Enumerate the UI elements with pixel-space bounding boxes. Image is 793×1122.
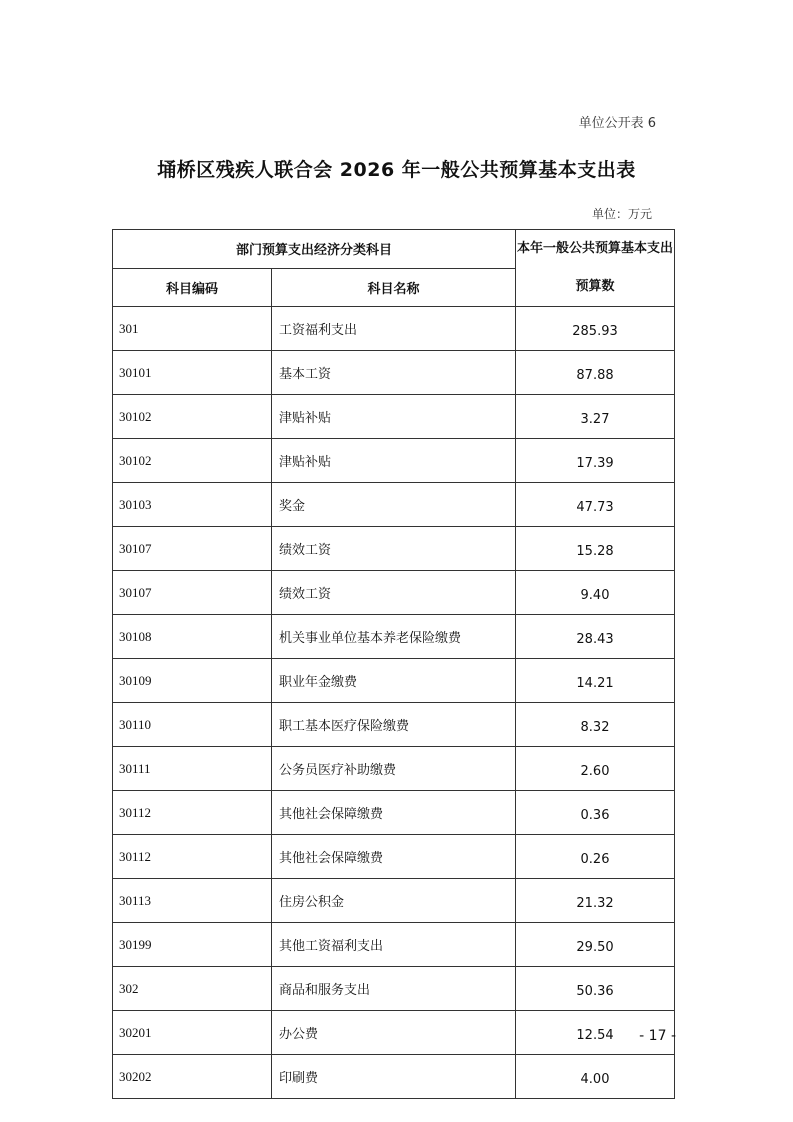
table-row bbox=[113, 395, 675, 439]
row-name: 机关事业单位基本养老保险缴费 bbox=[272, 615, 516, 659]
table-row bbox=[113, 835, 675, 879]
row-name: 工资福利支出 bbox=[272, 307, 516, 351]
group-header: 部门预算支出经济分类科目 bbox=[113, 230, 516, 269]
table-row bbox=[113, 615, 675, 659]
row-name: 津贴补贴 bbox=[272, 395, 516, 439]
row-code: 302 bbox=[113, 967, 272, 1011]
row-code: 30109 bbox=[113, 659, 272, 703]
table-row bbox=[113, 747, 675, 791]
row-name: 绩效工资 bbox=[272, 527, 516, 571]
table-number: 单位公开表 6 bbox=[578, 116, 656, 131]
table-row bbox=[113, 791, 675, 835]
row-amount: 12.54 bbox=[516, 1011, 675, 1055]
row-amount: 50.36 bbox=[516, 967, 675, 1011]
row-name: 其他社会保障缴费 bbox=[272, 791, 516, 835]
row-amount: 21.32 bbox=[516, 879, 675, 923]
row-name: 基本工资 bbox=[272, 351, 516, 395]
table-row bbox=[113, 659, 675, 703]
row-amount: 17.39 bbox=[516, 439, 675, 483]
row-code: 30107 bbox=[113, 527, 272, 571]
row-name: 职工基本医疗保险缴费 bbox=[272, 703, 516, 747]
row-amount: 29.50 bbox=[516, 923, 675, 967]
row-code: 30110 bbox=[113, 703, 272, 747]
row-code: 30112 bbox=[113, 791, 272, 835]
row-name: 职业年金缴费 bbox=[272, 659, 516, 703]
table-row bbox=[113, 351, 675, 395]
code-header: 科目编码 bbox=[113, 268, 272, 307]
page-title: 埇桥区残疾人联合会 2026 年一般公共预算基本支出表 bbox=[157, 159, 636, 181]
row-code: 30108 bbox=[113, 615, 272, 659]
row-amount: 8.32 bbox=[516, 703, 675, 747]
row-name: 奖金 bbox=[272, 483, 516, 527]
row-name: 津贴补贴 bbox=[272, 439, 516, 483]
table-row bbox=[113, 527, 675, 571]
table-row bbox=[113, 1055, 675, 1099]
row-amount: 0.26 bbox=[516, 835, 675, 879]
row-code: 30107 bbox=[113, 571, 272, 615]
row-name: 办公费 bbox=[272, 1011, 516, 1055]
row-code: 30101 bbox=[113, 351, 272, 395]
table-row bbox=[113, 439, 675, 483]
table-row bbox=[113, 703, 675, 747]
header-row-1 bbox=[113, 230, 675, 269]
table-body bbox=[113, 307, 675, 1099]
row-amount: 14.21 bbox=[516, 659, 675, 703]
row-code: 30202 bbox=[113, 1055, 272, 1099]
row-name: 绩效工资 bbox=[272, 571, 516, 615]
table-row bbox=[113, 483, 675, 527]
row-code: 30113 bbox=[113, 879, 272, 923]
row-code: 30201 bbox=[113, 1011, 272, 1055]
row-amount: 285.93 bbox=[516, 307, 675, 351]
amount-header: 本年一般公共预算基本支出预算数 bbox=[516, 230, 675, 307]
unit-label: 单位：万元 bbox=[591, 207, 652, 221]
row-amount: 15.28 bbox=[516, 527, 675, 571]
row-name: 其他工资福利支出 bbox=[272, 923, 516, 967]
row-name: 印刷费 bbox=[272, 1055, 516, 1099]
row-amount: 9.40 bbox=[516, 571, 675, 615]
table-row bbox=[113, 879, 675, 923]
row-amount: 47.73 bbox=[516, 483, 675, 527]
row-amount: 87.88 bbox=[516, 351, 675, 395]
row-amount: 3.27 bbox=[516, 395, 675, 439]
row-code: 301 bbox=[113, 307, 272, 351]
table-row bbox=[113, 923, 675, 967]
name-header: 科目名称 bbox=[272, 268, 516, 307]
page-number: - 17 - bbox=[639, 1028, 676, 1044]
table-row bbox=[113, 571, 675, 615]
row-code: 30102 bbox=[113, 395, 272, 439]
row-name: 公务员医疗补助缴费 bbox=[272, 747, 516, 791]
row-code: 30111 bbox=[113, 747, 272, 791]
row-name: 商品和服务支出 bbox=[272, 967, 516, 1011]
row-amount: 4.00 bbox=[516, 1055, 675, 1099]
table-row bbox=[113, 1011, 675, 1055]
row-amount: 0.36 bbox=[516, 791, 675, 835]
row-name: 其他社会保障缴费 bbox=[272, 835, 516, 879]
row-name: 住房公积金 bbox=[272, 879, 516, 923]
row-code: 30199 bbox=[113, 923, 272, 967]
table-row bbox=[113, 307, 675, 351]
row-code: 30112 bbox=[113, 835, 272, 879]
row-amount: 28.43 bbox=[516, 615, 675, 659]
table-row bbox=[113, 967, 675, 1011]
row-code: 30103 bbox=[113, 483, 272, 527]
row-amount: 2.60 bbox=[516, 747, 675, 791]
budget-table bbox=[112, 229, 675, 1099]
row-code: 30102 bbox=[113, 439, 272, 483]
